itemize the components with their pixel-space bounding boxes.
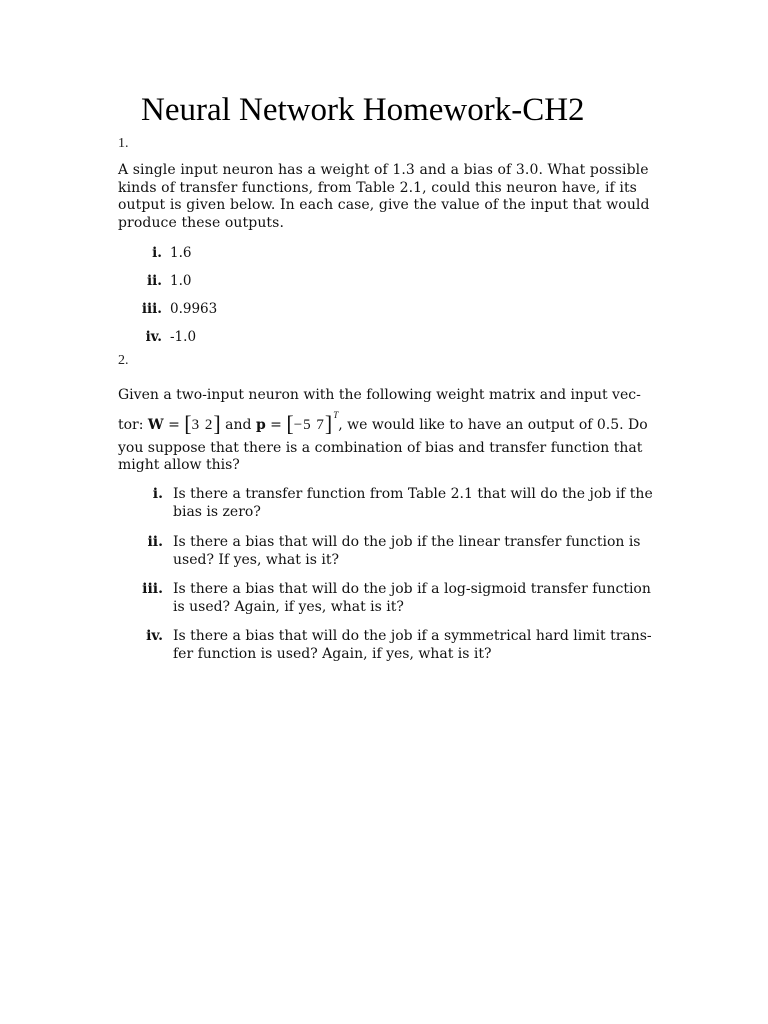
question-1-text [118,162,698,232]
weight-symbol: W [147,417,164,433]
item-number: ii. [147,534,163,550]
weight-matrix: 3 2 [191,417,214,433]
question-2-number: 2. [118,353,129,368]
transpose-superscript: T [333,410,339,420]
equals-sign: = [163,417,185,433]
item-text-line: used? If yes, what is it? [173,551,339,568]
question-2-item [118,486,698,522]
item-text-line: Is there a bias that will do the job if a symmetrical hard limit trans- [173,628,652,644]
item-value: 1.6 [170,245,192,261]
and-word: and [220,417,256,433]
right-bracket-icon: ] [213,411,221,436]
equation-suffix: , we would like to have an output of 0.5. Do [338,417,648,433]
equation-prefix: tor: [118,417,148,433]
question-1-line: produce these outputs. [118,214,284,231]
item-number: iii. [142,581,163,597]
question-2-line: Given a two-input neuron with the following weight matrix and input vec- [118,387,641,403]
page-title: Neural Network Homework-CH2 [141,92,585,128]
item-text-line: Is there a transfer function from Table 2.1 that will do the job if the [173,486,653,502]
item-value: 0.9963 [170,301,218,317]
question-1-line: output is given below. In each case, give the value of the input that would [118,197,650,213]
question-2-item [118,581,698,617]
question-2-item [118,534,698,570]
question-1-item [128,328,196,346]
input-vector: −5 7 [293,417,325,433]
item-number: i. [152,486,163,502]
item-number: ii. [147,273,162,289]
question-1-item [128,300,217,318]
item-value: 1.0 [170,273,192,289]
item-number: i. [152,245,162,261]
question-1-number: 1. [118,136,129,151]
question-1-item [128,272,191,290]
question-1-line: kinds of transfer functions, from Table 2.1, could this neuron have, if its [118,179,637,196]
item-text-line: Is there a bias that will do the job if the linear transfer function is [173,534,641,550]
item-text-line: Is there a bias that will do the job if a log-sigmoid transfer function [173,581,651,597]
question-1-item [128,244,191,262]
item-value: -1.0 [170,329,197,345]
item-number: iv. [145,329,162,345]
input-symbol: p [255,417,266,433]
item-text-line: fer function is used? Again, if yes, what is it? [173,645,492,662]
equals-sign: = [265,417,287,433]
question-2-line: might allow this? [118,457,240,473]
right-bracket-icon: ] [324,411,333,436]
question-1-line: A single input neuron has a weight of 1.3 and a bias of 3.0. What possible [118,162,649,178]
item-text-line: bias is zero? [173,503,261,520]
left-bracket-icon: [ [286,411,294,436]
left-bracket-icon: [ [184,411,192,436]
item-text-line: is used? Again, if yes, what is it? [173,598,404,615]
question-2-item [118,628,698,664]
question-2-equation-line [118,410,648,436]
item-number: iv. [146,628,163,644]
item-number: iii. [141,301,162,317]
question-2-line: you suppose that there is a combination of bias and transfer function that [118,440,643,456]
